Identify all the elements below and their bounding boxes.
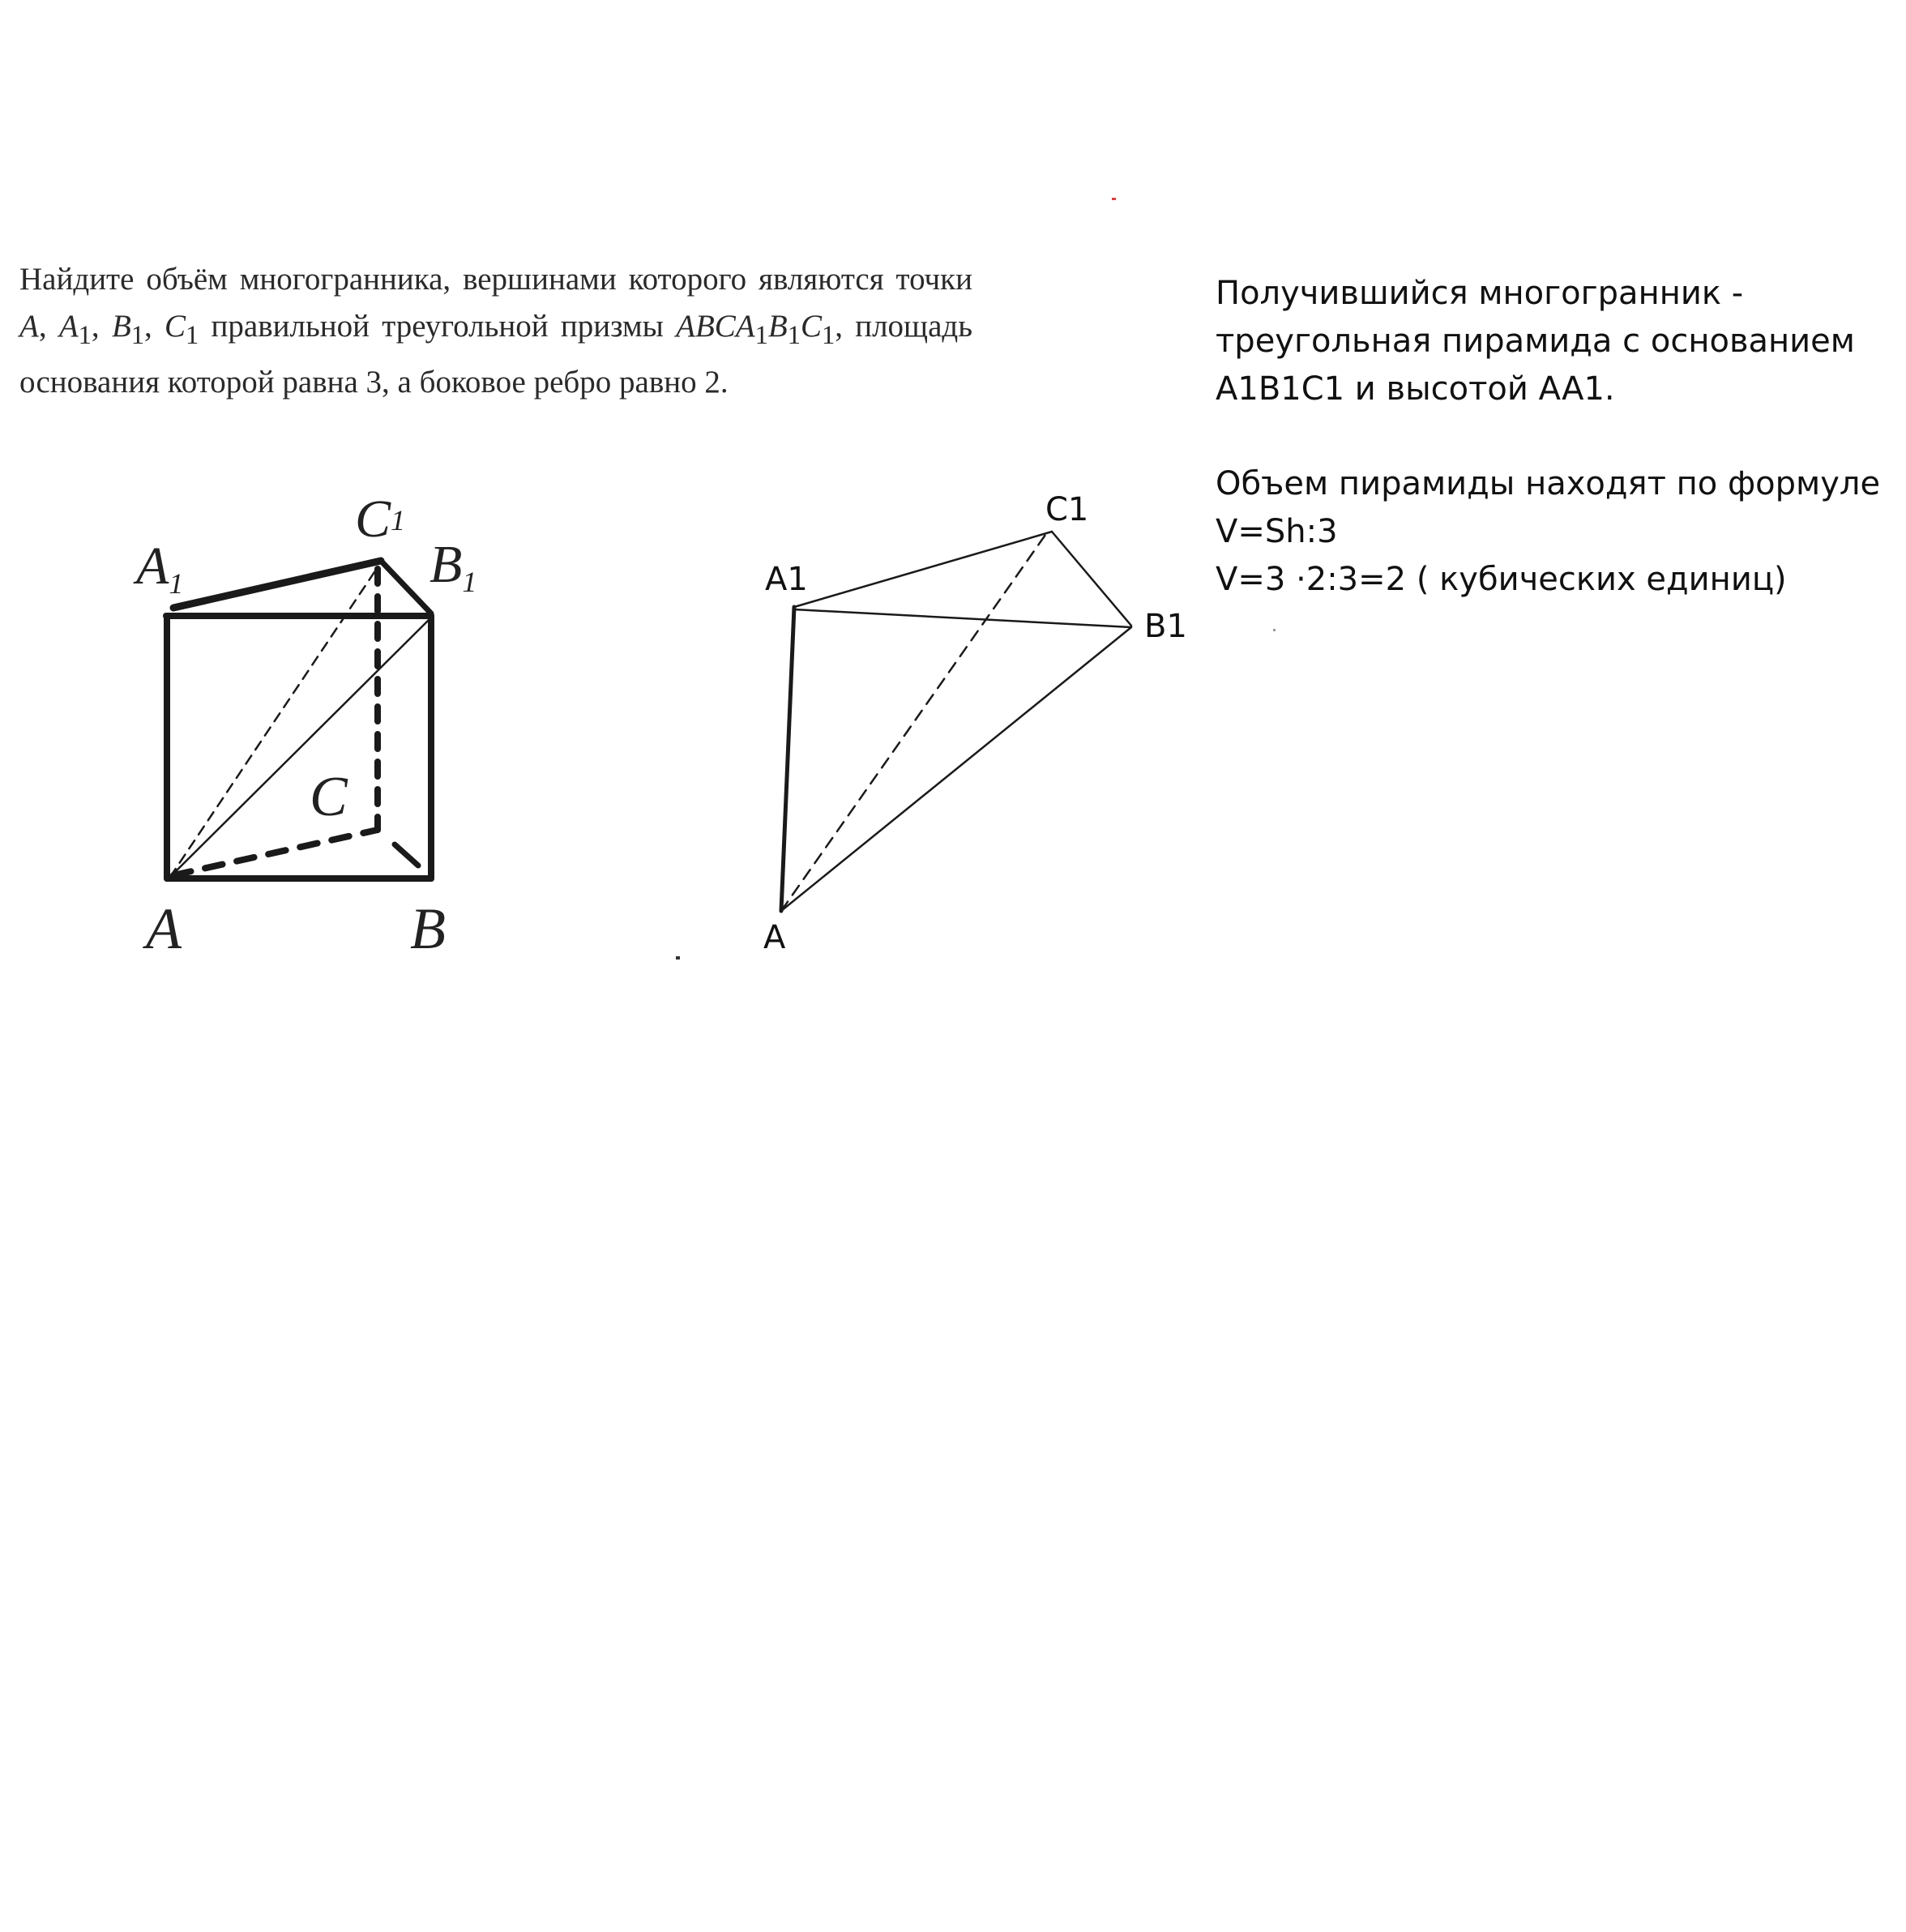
solution-line: треугольная пирамида с основанием [1216,323,1855,360]
label-B: B [410,896,446,961]
edge-C-B-hidden [395,844,418,866]
diagonal-A-B1 [170,619,429,877]
pyramid-labels [763,491,1187,956]
label-C: C [310,766,348,828]
label-A: A [146,896,182,961]
solution-line: Объем пирамиды находят по формуле [1216,465,1881,502]
edge-A1-C1 [794,532,1052,607]
label-A1: A1 [765,561,808,598]
formula-line: V=Sh:3 [1216,513,1338,550]
edge-C1-B1 [381,561,431,613]
prism-figure [166,561,431,878]
edge-A-C1-hidden [781,535,1045,911]
edge-A1-C1 [173,561,381,608]
edge-A-B1 [781,627,1131,911]
stray-mark-red [1112,198,1116,200]
pyramid-figure [781,532,1131,911]
solution-line: Получившийся многогранник - [1216,275,1744,312]
label-B1: B1 [429,535,477,598]
stray-mark-dot [1273,629,1276,631]
calculation-line: V=3 ⋅2:3=2 ( кубических единиц) [1216,561,1787,598]
label-C1: C1 [355,489,406,549]
label-B1: B1 [1144,608,1187,645]
problem-text: Найдите объём многогранника, вершинами которого являются точки A, $A_1$, $B_1$, $C_1$ правильной треугольной призмы $ABCA_1B_1C_1$, площадь основания которой равна 3, а боковое ребро равно 2. [19,262,973,400]
edge-C1-B1 [1052,532,1131,626]
edge-A-C-hidden [173,830,378,875]
edge-A1-B1 [794,609,1131,627]
label-A: A [763,919,786,956]
stray-mark-dot [676,956,680,960]
label-A1: A1 [136,536,184,600]
edge-A1-A [781,607,794,911]
prism-labels [133,489,476,961]
solution-line: A1B1C1 и высотой AA1. [1216,370,1615,408]
label-C1: C1 [1045,491,1089,528]
